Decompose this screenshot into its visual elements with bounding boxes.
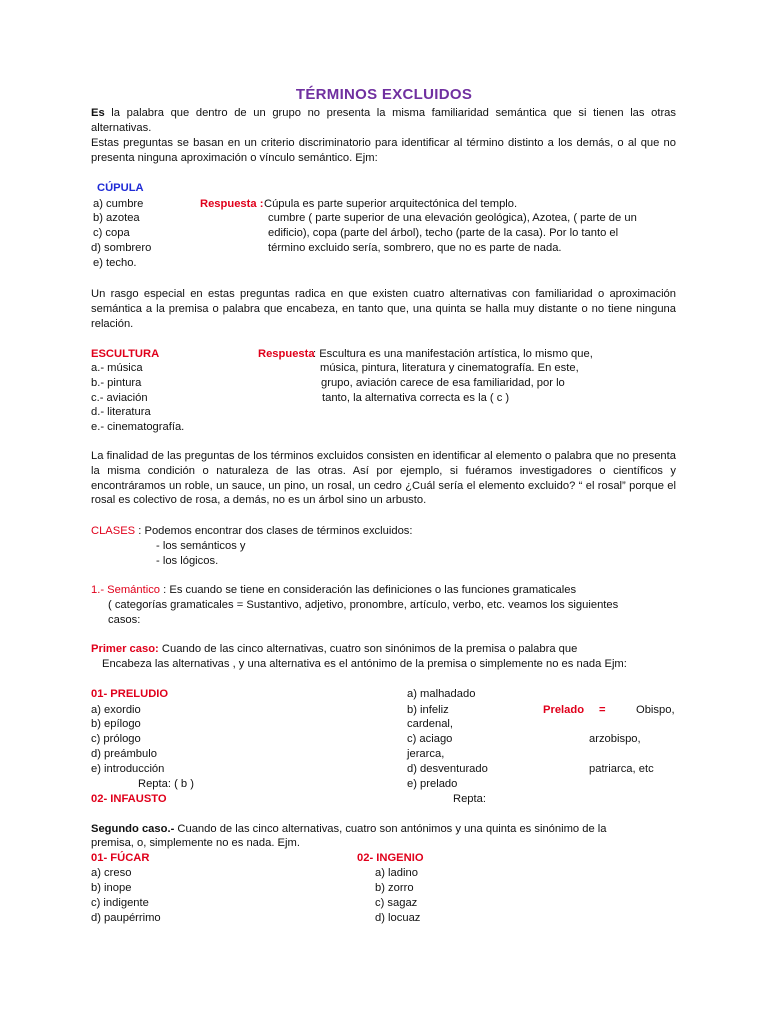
prelado-word-3: patriarca, etc: [589, 763, 654, 775]
segundo-caso-line-1: [91, 822, 676, 837]
question-02-option-a: a) malhadado: [407, 688, 476, 700]
page-title: TÉRMINOS EXCLUIDOS: [295, 86, 473, 103]
prelado-word-2: arzobispo,: [589, 733, 641, 745]
primer-caso-text: Cuando de las cinco alternativas, cuatro son sinónimos de la premisa o palabra que: [158, 643, 578, 655]
question-02-option-c: c) aciago: [407, 733, 453, 745]
semantico-line-2: ( categorías gramaticales = Sustantivo, adjetivo, pronombre, artículo, verbo, etc. veamos los siguientes: [108, 599, 619, 611]
question-01-option-c: c) prólogo: [91, 733, 141, 745]
clases-label: CLASES: [91, 525, 136, 537]
primer-caso-line-2: Encabeza las alternativas , y una alternativa es el antónimo de la premisa o simplemente no es nada Ejm:: [102, 658, 627, 670]
prelado-equals: =: [599, 704, 606, 716]
semantico-line-3: casos:: [108, 614, 141, 626]
intro-paragraph-2: Estas preguntas se basan en un criterio discriminatorio para identificar al término distinto a los demás, o al que no presenta ninguna aproximación o vínculo semántico. Ejm:: [91, 137, 676, 164]
example-2-heading: ESCULTURA: [91, 348, 160, 360]
question-02-answer: Repta:: [453, 793, 486, 805]
prelado-word-1: Obispo,: [636, 704, 675, 716]
example-1-heading: CÚPULA: [97, 182, 144, 194]
semantico-label: 1.- Semántico: [91, 584, 161, 596]
segundo-caso-label: Segundo caso.-: [91, 823, 175, 835]
question-01-answer: Repta: ( b ): [138, 778, 194, 790]
paragraph-3: La finalidad de las preguntas de los términos excluidos consisten en identificar al elemento o palabra que no presenta la misma condición o naturaleza de las otras. Así por ejemplo, si fuéramos investigadores o científicos y encontráramos un roble, un sauce, un pino, un rosal, un cedro ¿Cuál sería el elemento excluido? “ el rosal” porque el rosal es colectivo de rosa, a demás, no es un árbol sino un arbusto.: [91, 450, 676, 507]
question-01-option-d: d) preámbulo: [91, 748, 157, 760]
intro-es: Es: [91, 107, 105, 119]
semantico-text: : Es cuando se tiene en consideración las definiciones o las funciones gramaticales: [160, 584, 577, 596]
question-02-option-d: d) desventurado: [407, 763, 488, 775]
question-02b-option-a: a) ladino: [375, 867, 418, 879]
example-2-option-c: c.- aviación: [91, 392, 148, 404]
example-1-option-b: b) azotea: [93, 212, 140, 224]
example-2-answer-line-2: música, pintura, literatura y cinematografía. En este,: [320, 362, 579, 374]
clases-text: : Podemos encontrar dos clases de términos excluidos:: [135, 525, 413, 537]
clases-item-1: - los semánticos y: [156, 540, 246, 552]
question-02-option-e: e) prelado: [407, 778, 458, 790]
question-02-note-2: jerarca,: [407, 748, 445, 760]
question-01-option-b: b) epílogo: [91, 718, 141, 730]
paragraph-2: Un rasgo especial en estas preguntas radica en que existen cuatro alternativas con familiaridad o aproximación semántica a la premisa o palabra que encabeza, en tanto que, una quinta se halla muy distante o no tiene ninguna relación.: [91, 288, 676, 330]
question-02-heading: 02- INFAUSTO: [91, 793, 167, 805]
example-2-answer-label: Respuesta: [258, 348, 315, 360]
example-1-answer-line-2: cumbre ( parte superior de una elevación geológica), Azotea, ( parte de un: [268, 212, 637, 224]
example-1-answer-label: Respuesta :: [200, 198, 264, 210]
prelado-label: Prelado: [543, 704, 585, 716]
question-02b-option-c: c) sagaz: [375, 897, 418, 909]
example-1-answer-line-1: Cúpula es parte superior arquitectónica del templo.: [264, 198, 518, 210]
question-02b-option-d: d) locuaz: [375, 912, 421, 924]
example-2-option-e: e.- cinematografía.: [91, 421, 185, 433]
example-2-answer-line-4: tanto, la alternativa correcta es la ( c ): [322, 392, 510, 404]
question-01b-option-d: d) paupérrimo: [91, 912, 161, 924]
example-2-option-b: b.- pintura: [91, 377, 142, 389]
question-01-option-a: a) exordio: [91, 704, 141, 716]
question-01b-option-c: c) indigente: [91, 897, 149, 909]
intro-text-1: la palabra que dentro de un grupo no presenta la misma familiaridad semántica que si tienen las otras alternativas.: [91, 107, 676, 134]
primer-caso-line-1: [91, 642, 577, 657]
question-01b-heading: 01- FÚCAR: [91, 852, 150, 864]
example-1-answer-line-3: edificio), copa (parte del árbol), techo (parte de la casa). Por lo tanto el: [268, 227, 619, 239]
example-1-option-e: e) techo.: [93, 257, 137, 269]
primer-caso-label: Primer caso:: [91, 643, 159, 655]
example-2-answer-line-3: grupo, aviación carece de esa familiaridad, por lo: [321, 377, 565, 389]
question-01b-option-b: b) inope: [91, 882, 132, 894]
question-02-note-1: cardenal,: [407, 718, 454, 730]
clases-item-2: - los lógicos.: [156, 555, 219, 567]
clases-line: [91, 524, 413, 539]
question-02b-heading: 02- INGENIO: [357, 852, 424, 864]
question-01b-option-a: a) creso: [91, 867, 132, 879]
example-2-answer-line-1: : Escultura es una manifestación artística, lo mismo que,: [313, 348, 593, 360]
example-2-option-d: d.- literatura: [91, 406, 151, 418]
question-01-heading: 01- PRELUDIO: [91, 688, 169, 700]
segundo-caso-line-2: premisa, o, simplemente no es nada. Ejm.: [91, 837, 300, 849]
semantico-line-1: [91, 583, 576, 598]
question-01-option-e: e) introducción: [91, 763, 165, 775]
example-2-option-a: a.- música: [91, 362, 143, 374]
question-02-option-b: b) infeliz: [407, 704, 449, 716]
intro-paragraph-1: [91, 106, 676, 136]
example-1-option-a: a) cumbre: [93, 198, 144, 210]
segundo-caso-text: Cuando de las cinco alternativas, cuatro son antónimos y una quinta es sinónimo de la: [174, 823, 607, 835]
question-02b-option-b: b) zorro: [375, 882, 414, 894]
example-1-answer-line-4: término excluido sería, sombrero, que no es parte de nada.: [268, 242, 562, 254]
example-1-option-c: c) copa: [93, 227, 130, 239]
example-1-option-d: d) sombrero: [91, 242, 152, 254]
